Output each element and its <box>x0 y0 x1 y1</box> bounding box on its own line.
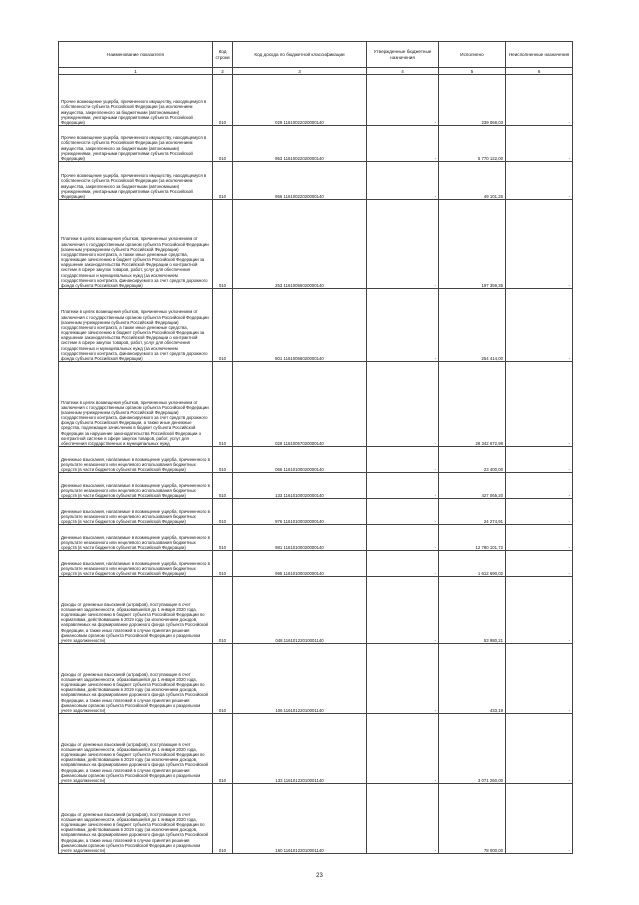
row-approved: - <box>367 644 439 714</box>
row-approved: - <box>367 551 439 577</box>
row-name: Денежные взыскания, налагаемые в возмещение ущерба, причиненного в результате незаконного или нецелевого использования бюджетных средств (в части бюджетов субъектов Российской Федерации) <box>59 525 213 551</box>
row-code: 010 <box>213 714 233 784</box>
column-number: 3 <box>233 68 367 75</box>
row-name: Прочее возмещение ущерба, причиненного имуществу, находящемуся в собственности субъекта Российской Федерации (за исключением имущества, закрепленного за бюджетными (автономными) учреждениями, унитарными предприятиями субъекта Российской Федерации) <box>59 126 213 162</box>
row-executed: 78 000,00 <box>439 784 506 854</box>
row-unexecuted: - <box>506 577 573 644</box>
table-row <box>59 784 573 854</box>
row-unexecuted: - <box>506 473 573 499</box>
row-kbk: 029 11610057020000140 <box>233 362 367 447</box>
row-approved: - <box>367 126 439 162</box>
revenue-table <box>58 41 573 854</box>
header-name: Наименование показателя <box>59 42 213 68</box>
row-name: Прочее возмещение ущерба, причиненного имуществу, находящемуся в собственности субъекта Российской Федерации (за исключением имущества, закрепленного за бюджетными (автономными) учреждениями, унитарными предприятиями субъекта Российской Федерации) <box>59 162 213 200</box>
row-approved: - <box>367 162 439 200</box>
row-unexecuted: - <box>506 525 573 551</box>
column-number: 6 <box>506 68 573 75</box>
header-approved: Утвержденные бюджетные назначения <box>367 42 439 68</box>
row-name: Денежные взыскания, налагаемые в возмещение ущерба, причиненного в результате незаконного или нецелевого использования бюджетных средств (в части бюджетов субъектов Российской Федерации) <box>59 551 213 577</box>
row-unexecuted: - <box>506 75 573 126</box>
row-executed: 197 359,35 <box>439 200 506 289</box>
row-unexecuted: - <box>506 162 573 200</box>
row-executed: 3 071 260,00 <box>439 714 506 784</box>
row-kbk: 981 11610100020000140 <box>233 525 367 551</box>
table-row <box>59 499 573 525</box>
row-executed: 5 770 122,00 <box>439 126 506 162</box>
row-code: 010 <box>213 447 233 473</box>
row-approved: - <box>367 289 439 362</box>
row-code: 010 <box>213 162 233 200</box>
table-header-row <box>59 42 573 68</box>
row-executed: 12 780 101,72 <box>439 525 506 551</box>
row-name: Платежи в целях возмещения убытков, причиненных уклонением от заключения с государственным органом субъекта Российской Федерации (казенным учреждением субъекта Российской Федерации) государственного контракта, финансируемого за счет средств дорожного фонда субъекта Российской Федерации, а также иные денежные средства, подлежащие зачислению в бюджет субъекта Российской Федерации за нарушение законодательства Российской Федерации о контрактной системе в сфере закупок товаров, работ, услуг для обеспечения государственных и муниципальных нужд <box>59 362 213 447</box>
row-executed: 239 068,03 <box>439 75 506 126</box>
row-name: Доходы от денежных взысканий (штрафов), поступающие в счет погашения задолженности, образовавшейся до 1 января 2020 года, подлежащие зачислению в бюджет субъекта Российской Федерации по нормативам, действовавшим в 2019 году (за исключением доходов, направляемых на формирование дорожного фонда субъекта Российской Федерации, а также иных платежей в случае принятия решения финансовым органом субъекта Российской Федерации о раздельном учете задолженности) <box>59 644 213 714</box>
row-name: Доходы от денежных взысканий (штрафов), поступающие в счет погашения задолженности, образовавшейся до 1 января 2020 года, подлежащие зачислению в бюджет субъекта Российской Федерации по нормативам, действовавшим в 2019 году (за исключением доходов, направляемых на формирование дорожного фонда субъекта Российской Федерации, а также иных платежей в случае принятия решения финансовым органом субъекта Российской Федерации о раздельном учете задолженности) <box>59 577 213 644</box>
row-approved: - <box>367 577 439 644</box>
row-approved: - <box>367 473 439 499</box>
row-kbk: 953 11610022020000140 <box>233 126 367 162</box>
row-unexecuted: - <box>506 644 573 714</box>
row-kbk: 133 11610100020000140 <box>233 473 367 499</box>
table-row <box>59 126 573 162</box>
table-row <box>59 162 573 200</box>
row-name: Платежи в целях возмещения убытков, причиненных уклонением от заключения с государственным органом субъекта Российской Федерации (казенным учреждением субъекта Российской Федерации) государственного контракта, а также иные денежные средства, подлежащие зачислению в бюджет субъекта Российской Федерации за нарушение законодательства Российской Федерации о контрактной системе в сфере закупок товаров, работ, услуг для обеспечения государственных и муниципальных нужд (за исключением государственного контракта, финансируемого за счет средств дорожного фонда субъекта Российской Федерации) <box>59 200 213 289</box>
row-code: 010 <box>213 200 233 289</box>
row-code: 010 <box>213 473 233 499</box>
row-kbk: 160 11610122010001140 <box>233 784 367 854</box>
row-code: 010 <box>213 75 233 126</box>
row-executed: 53 980,21 <box>439 577 506 644</box>
row-executed: 254 414,00 <box>439 289 506 362</box>
column-number: 2 <box>213 68 233 75</box>
table-row <box>59 525 573 551</box>
row-executed: 49 101,26 <box>439 162 506 200</box>
row-approved: - <box>367 362 439 447</box>
row-unexecuted: - <box>506 447 573 473</box>
row-executed: 1 612 690,02 <box>439 551 506 577</box>
row-code: 010 <box>213 525 233 551</box>
table-row <box>59 447 573 473</box>
row-executed: 427 065,20 <box>439 473 506 499</box>
column-number: 4 <box>367 68 439 75</box>
row-executed: 433,19 <box>439 644 506 714</box>
header-kbk: Код дохода по бюджетной классификации <box>233 42 367 68</box>
row-approved: - <box>367 447 439 473</box>
row-code: 010 <box>213 784 233 854</box>
table-row <box>59 200 573 289</box>
row-code: 010 <box>213 126 233 162</box>
page-number: 23 <box>316 873 323 879</box>
row-approved: - <box>367 499 439 525</box>
row-approved: - <box>367 714 439 784</box>
row-name: Платежи в целях возмещения убытков, причиненных уклонением от заключения с государственным органом субъекта Российской Федерации (казенным учреждением субъекта Российской Федерации) государственного контракта, а также иные денежные средства, подлежащие зачислению в бюджет субъекта Российской Федерации за нарушение законодательства Российской Федерации о контрактной системе в сфере закупок товаров, работ, услуг для обеспечения государственных и муниципальных нужд (за исключением государственного контракта, финансируемого за счет средств дорожного фонда субъекта Российской Федерации) <box>59 289 213 362</box>
table-row <box>59 644 573 714</box>
row-code: 010 <box>213 577 233 644</box>
row-kbk: 066 11610100020000140 <box>233 447 367 473</box>
row-executed: 24 274,91 <box>439 499 506 525</box>
row-unexecuted: - <box>506 289 573 362</box>
header-code: Код строки <box>213 42 233 68</box>
row-kbk: 995 11610100020000140 <box>233 551 367 577</box>
row-unexecuted: - <box>506 714 573 784</box>
row-kbk: 253 11610056020000140 <box>233 200 367 289</box>
row-kbk: 106 11610122010001140 <box>233 644 367 714</box>
row-approved: - <box>367 200 439 289</box>
row-unexecuted: - <box>506 126 573 162</box>
row-name: Денежные взыскания, налагаемые в возмещение ущерба, причиненного в результате незаконного или нецелевого использования бюджетных средств (в части бюджетов субъектов Российской Федерации) <box>59 499 213 525</box>
column-number-row <box>59 68 573 75</box>
row-kbk: 133 11610122010001140 <box>233 714 367 784</box>
row-kbk: 801 11610056020000140 <box>233 289 367 362</box>
table-row <box>59 362 573 447</box>
row-code: 010 <box>213 362 233 447</box>
row-approved: - <box>367 75 439 126</box>
row-executed: 28 342 672,98 <box>439 362 506 447</box>
row-code: 010 <box>213 289 233 362</box>
header-unexecuted: Неисполненные назначения <box>506 42 573 68</box>
row-approved: - <box>367 784 439 854</box>
row-unexecuted: - <box>506 499 573 525</box>
column-number: 5 <box>439 68 506 75</box>
row-executed: 23 400,00 <box>439 447 506 473</box>
table-row <box>59 551 573 577</box>
table-row <box>59 75 573 126</box>
row-unexecuted: - <box>506 362 573 447</box>
row-approved: - <box>367 525 439 551</box>
row-name: Денежные взыскания, налагаемые в возмещение ущерба, причиненного в результате незаконного или нецелевого использования бюджетных средств (в части бюджетов субъектов Российской Федерации) <box>59 447 213 473</box>
row-name: Прочее возмещение ущерба, причиненного имуществу, находящемуся в собственности субъекта Российской Федерации (за исключением имущества, закрепленного за бюджетными (автономными) учреждениями, унитарными предприятиями субъекта Российской Федерации) <box>59 75 213 126</box>
row-unexecuted: - <box>506 200 573 289</box>
row-name: Денежные взыскания, налагаемые в возмещение ущерба, причиненного в результате незаконного или нецелевого использования бюджетных средств (в части бюджетов субъектов Российской Федерации) <box>59 473 213 499</box>
row-code: 010 <box>213 499 233 525</box>
table-row <box>59 577 573 644</box>
row-unexecuted: - <box>506 784 573 854</box>
row-code: 010 <box>213 551 233 577</box>
row-kbk: 048 11610122010001140 <box>233 577 367 644</box>
table-body <box>59 75 573 854</box>
row-kbk: 956 11610022020000140 <box>233 162 367 200</box>
row-code: 010 <box>213 644 233 714</box>
column-number: 1 <box>59 68 213 75</box>
table-row <box>59 289 573 362</box>
table-row <box>59 473 573 499</box>
row-unexecuted: - <box>506 551 573 577</box>
table-row <box>59 714 573 784</box>
row-name: Доходы от денежных взысканий (штрафов), поступающие в счет погашения задолженности, образовавшейся до 1 января 2020 года, подлежащие зачислению в бюджет субъекта Российской Федерации по нормативам, действовавшим в 2019 году (за исключением доходов, направляемых на формирование дорожного фонда субъекта Российской Федерации, а также иных платежей в случае принятия решения финансовым органом субъекта Российской Федерации о раздельном учете задолженности) <box>59 714 213 784</box>
row-name: Доходы от денежных взысканий (штрафов), поступающие в счет погашения задолженности, образовавшейся до 1 января 2020 года, подлежащие зачислению в бюджет субъекта Российской Федерации по нормативам, действовавшим в 2019 году (за исключением доходов, направляемых на формирование дорожного фонда субъекта Российской Федерации, а также иных платежей в случае принятия решения финансовым органом субъекта Российской Федерации о раздельном учете задолженности) <box>59 784 213 854</box>
row-kbk: 976 11610100020000140 <box>233 499 367 525</box>
header-executed: Исполнено <box>439 42 506 68</box>
row-kbk: 029 11610022020000140 <box>233 75 367 126</box>
